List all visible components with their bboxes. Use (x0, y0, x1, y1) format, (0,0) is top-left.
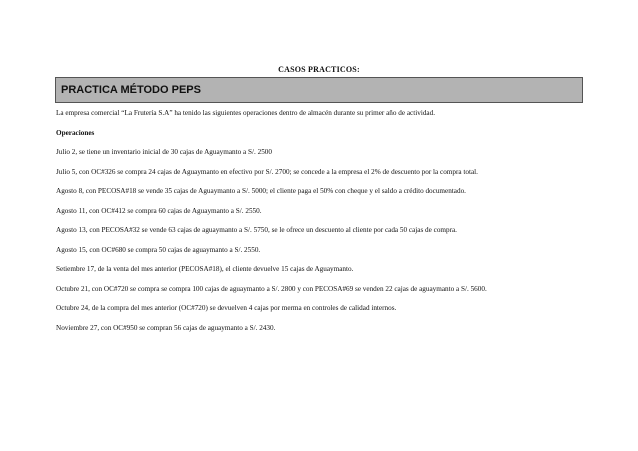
section-title: PRACTICA MÉTODO PEPS (61, 84, 201, 96)
intro-paragraph: La empresa comercial “La Frutería S.A” ha tenido las siguientes operaciones dentro de almacén durante su primer año de actividad. (56, 109, 435, 117)
operation-item: Agosto 11, con OC#412 se compra 60 cajas de Aguaymanto a S/. 2550. (56, 206, 262, 215)
operation-item: Noviembre 27, con OC#950 se compran 56 cajas de aguaymanto a S/. 2430. (56, 323, 276, 332)
operation-item: Julio 2, se tiene un inventario inicial de 30 cajas de Aguaymanto a S/. 2500 (56, 148, 272, 156)
page-header-title: CASOS PRACTICOS: (278, 65, 360, 74)
operation-item: Julio 5, con OC#326 se compra 24 cajas de Aguaymanto en efectivo por S/. 2700; se concede a la empresa el 2% de descuento por la compra total. (56, 167, 478, 176)
operation-item: Agosto 8, con PECOSA#18 se vende 35 cajas de Aguaymanto a S/. 5000; el cliente paga el 50% con cheque y el saldo a crédito documentado. (56, 187, 466, 195)
operation-item: Octubre 21, con OC#720 se compra se compra 100 cajas de aguaymanto a S/. 2800 y con PECOSA#69 se venden 22 cajas de aguaymanto a S/. 5600. (56, 284, 487, 293)
document-body (56, 108, 584, 342)
operation-item: Agosto 13, con PECOSA#32 se vende 63 cajas de aguaymanto a S/. 5750, se le ofrece un descuento al cliente por cada 50 cajas de compra. (56, 226, 457, 234)
operation-item: Octubre 24, de la compra del mes anterior (OC#720) se devuelven 4 cajas por merma en controles de calidad internos. (56, 304, 397, 312)
operation-item: Agosto 15, con OC#680 se compra 50 cajas de aguaymanto a S/. 2550. (56, 245, 261, 254)
operations-heading: Operaciones (56, 128, 95, 137)
operation-item: Setiembre 17, de la venta del mes anterior (PECOSA#18), el cliente devuelve 15 cajas de Aguaymanto. (56, 265, 354, 273)
section-title-box (55, 77, 583, 103)
